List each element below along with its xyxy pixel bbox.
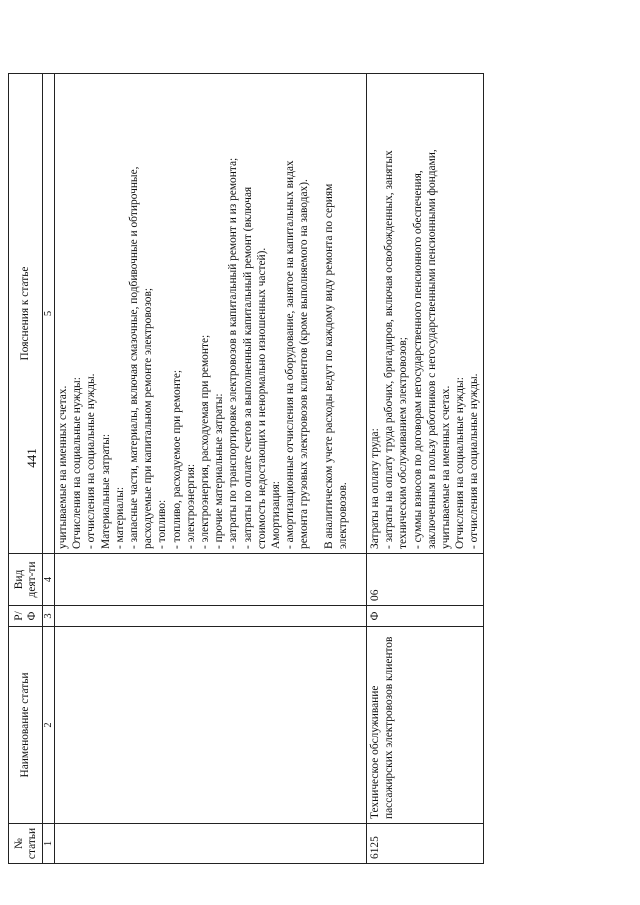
column-index: 4 xyxy=(43,554,55,606)
explanation-line: Отчисления на социальные нужды: xyxy=(71,377,84,549)
page-number: 441 xyxy=(24,448,39,468)
explanation-line: - отчисления на социальные нужды. xyxy=(85,373,98,549)
explanation-line: стоимость недостающих и ненормально изношенных частей). xyxy=(255,247,268,549)
cell-item-number xyxy=(55,824,367,864)
explanation-line: заключенным в пользу работников с негосударственными пенсионными фондами, xyxy=(425,149,438,549)
explanation-line: учитываемые на именных счетах. xyxy=(440,385,453,549)
explanation-line: Затраты на оплату труда: xyxy=(369,428,381,549)
explanation-line: - затраты по транспортировке электровозов в капитальный ремонт и из ремонта; xyxy=(227,157,240,549)
column-index: 1 xyxy=(43,824,55,864)
table-body xyxy=(55,74,484,864)
explanation-line: Материальные затраты: xyxy=(99,433,112,549)
explanation-line: учитываемые на именных счетах. xyxy=(57,385,69,549)
cell-item-name: Техническое обслуживание пассажирских электровозов клиентов xyxy=(367,627,484,824)
explanation-line: - запасные части, материалы, включая смазочные, подбивочные и обтирочные, xyxy=(128,166,141,549)
cost-items-table xyxy=(8,73,484,864)
explanation-line: электровозов. xyxy=(336,482,349,549)
table-row xyxy=(367,74,484,864)
explanation-line: - электроэнергия, расходуемая при ремонте; xyxy=(199,334,212,549)
explanation-line: Амортизация: xyxy=(270,481,283,549)
cell-item-name xyxy=(55,627,367,824)
cell-plan-fact xyxy=(55,606,367,627)
explanation-line: - топливо: xyxy=(156,499,169,549)
explanation-line: - прочие материальные затраты: xyxy=(213,393,226,549)
header-plan-fact: Р/ Ф xyxy=(9,606,43,627)
header-activity-type: Вид деят-ти xyxy=(9,554,43,606)
explanation-line: - материалы: xyxy=(113,486,126,549)
explanation-line: - затраты по оплате счетов за выполненный капитальный ремонт (включая xyxy=(241,186,254,549)
explanation-line: ремонта грузовых электровозов клиентов (кроме выполняемого на заводах). xyxy=(298,179,311,549)
explanation-line: - топливо, расходуемое при ремонте; xyxy=(170,369,183,549)
explanation-line: - затраты на оплату труда рабочих, бригадиров, включая освобожденных, занятых xyxy=(383,150,396,549)
cell-explanation xyxy=(55,74,367,554)
column-index: 2 xyxy=(43,627,55,824)
column-index: 5 xyxy=(43,74,55,554)
explanation-line: техническим обслуживанием электровозов; xyxy=(397,337,410,549)
column-index: 3 xyxy=(43,606,55,627)
explanation-line: расходуемые при капитальном ремонте электровозов; xyxy=(142,287,155,549)
cell-item-number: 6125 xyxy=(367,824,484,864)
header-item-number: № статьи xyxy=(9,824,43,864)
explanation-line: В аналитическом учете расходы ведут по каждому виду ремонта по сериям xyxy=(322,183,335,549)
explanation-line: - амортизационные отчисления на оборудование, занятое на капитальных видах xyxy=(284,160,297,549)
rotated-table-wrapper xyxy=(8,74,530,864)
table-row xyxy=(55,74,367,864)
cell-plan-fact: Ф xyxy=(367,606,484,627)
cell-activity-type: 06 xyxy=(367,554,484,606)
cell-activity-type xyxy=(55,554,367,606)
explanation-line: - суммы взносов по договорам негосударственного пенсионного обеспечения, xyxy=(411,170,424,549)
explanation-line: - отчисления на социальные нужды. xyxy=(468,373,481,549)
header-explanation: Пояснения к статье xyxy=(9,74,43,554)
explanation-line xyxy=(312,78,322,549)
header-item-name: Наименование статьи xyxy=(9,627,43,824)
explanation-line: - электроэнергия: xyxy=(184,463,197,549)
cell-explanation xyxy=(367,74,484,554)
explanation-line: Отчисления на социальные нужды: xyxy=(454,377,467,549)
